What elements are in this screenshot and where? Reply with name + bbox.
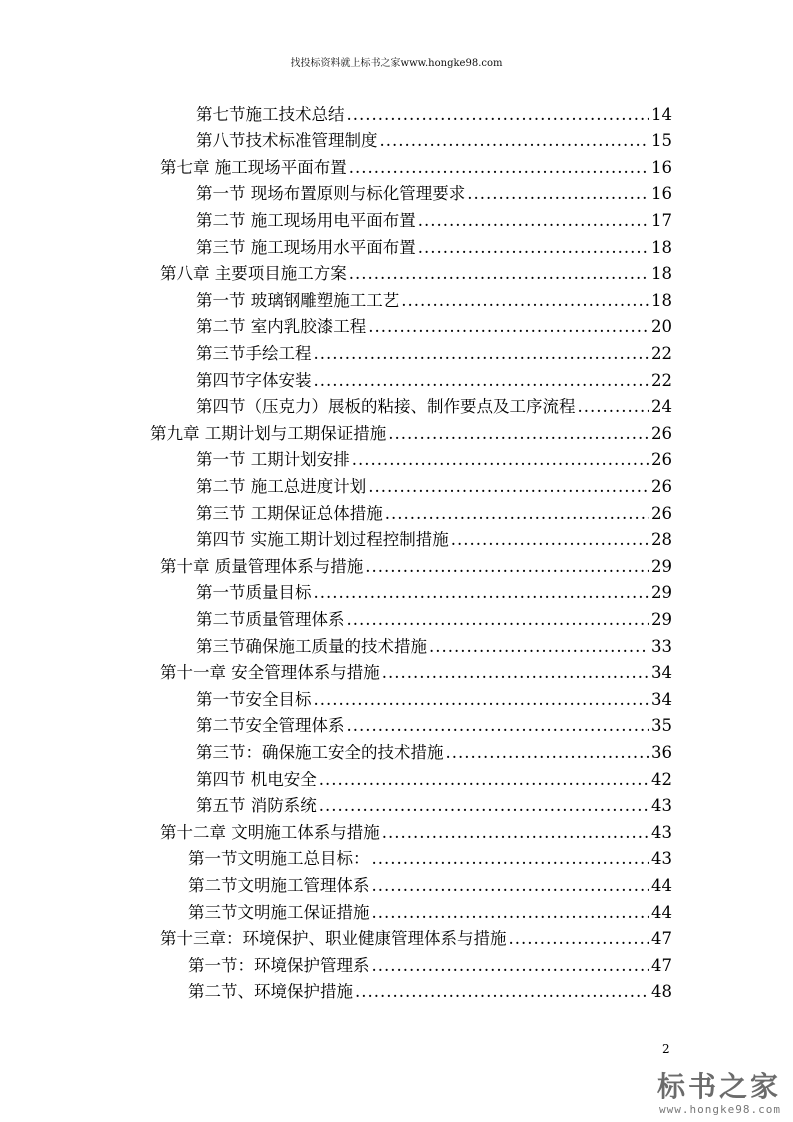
toc-entry[interactable] — [188, 896, 672, 923]
toc-entry-page: 43 — [651, 822, 672, 842]
toc-dot-leader — [372, 903, 650, 923]
toc-dot-leader — [509, 929, 650, 949]
toc-entry-title: 第四节 机电安全 — [196, 769, 317, 789]
toc-dot-leader — [578, 397, 650, 417]
toc-entry-title: 第五节 消防系统 — [196, 796, 317, 816]
toc-entry-title: 第一节 现场布置原则与标化管理要求 — [196, 184, 466, 204]
toc-dot-leader — [365, 557, 649, 577]
toc-entry-page: 43 — [651, 849, 672, 869]
toc-entry[interactable] — [196, 710, 672, 737]
toc-entry-page: 43 — [651, 796, 672, 816]
toc-entry[interactable] — [160, 816, 672, 843]
toc-dot-leader — [401, 291, 649, 311]
toc-entry-page: 16 — [651, 184, 672, 204]
toc-entry[interactable] — [196, 311, 672, 338]
toc-entry-title: 第一节质量目标 — [196, 583, 312, 603]
toc-entry-page: 26 — [651, 423, 672, 443]
toc-entry-title: 第三节 施工现场用水平面布置 — [196, 237, 416, 257]
toc-dot-leader — [418, 211, 649, 231]
toc-entry-title: 第三节文明施工保证措施 — [188, 902, 370, 922]
toc-dot-leader — [319, 770, 649, 790]
toc-entry-title: 第二节 施工现场用电平面布置 — [196, 210, 416, 230]
toc-entry[interactable] — [196, 284, 672, 311]
toc-entry-title: 第二节 施工总进度计划 — [196, 476, 367, 496]
toc-entry-page: 26 — [651, 476, 672, 496]
logo-text: 标书之家 — [656, 1070, 781, 1103]
toc-dot-leader — [314, 690, 650, 710]
toc-entry-page: 26 — [651, 503, 672, 523]
toc-dot-leader — [382, 663, 649, 683]
toc-dot-leader — [355, 982, 649, 1002]
toc-entry[interactable] — [188, 976, 672, 1003]
toc-entry-page: 33 — [651, 636, 672, 656]
toc-entry-title: 第七节施工技术总结 — [196, 104, 345, 124]
toc-entry-title: 第二节安全管理体系 — [196, 716, 345, 736]
toc-entry-page: 29 — [651, 609, 672, 629]
toc-entry-title: 第一节：环境保护管理系 — [188, 955, 370, 975]
toc-entry[interactable] — [196, 524, 672, 551]
toc-dot-leader — [429, 637, 649, 657]
toc-entry-page: 15 — [651, 131, 672, 151]
toc-entry[interactable] — [188, 949, 672, 976]
toc-entry[interactable] — [196, 470, 672, 497]
toc-dot-leader — [372, 956, 650, 976]
toc-entry-page: 22 — [651, 370, 672, 390]
toc-entry-page: 14 — [651, 104, 672, 124]
toc-entry-page: 18 — [651, 264, 672, 284]
toc-entry-page: 26 — [651, 450, 672, 470]
toc-entry-page: 47 — [651, 929, 672, 949]
toc-entry-title: 第三节确保施工质量的技术措施 — [196, 636, 427, 656]
toc-dot-leader — [314, 344, 650, 364]
toc-entry-title: 第八节技术标准管理制度 — [196, 131, 378, 151]
toc-entry-title: 第四节字体安装 — [196, 370, 312, 390]
toc-entry-title: 第九章 工期计划与工期保证措施 — [150, 423, 387, 443]
logo-url: www.hongke98.com — [659, 1103, 781, 1116]
toc-dot-leader — [385, 504, 649, 524]
toc-entry[interactable] — [196, 364, 672, 391]
toc-entry[interactable] — [196, 337, 672, 364]
toc-entry[interactable] — [196, 763, 672, 790]
toc-dot-leader — [347, 105, 650, 125]
toc-entry-page: 48 — [651, 982, 672, 1002]
toc-entry[interactable] — [196, 603, 672, 630]
toc-entry-page: 18 — [651, 237, 672, 257]
toc-entry-page: 35 — [651, 716, 672, 736]
toc-entry[interactable] — [196, 444, 672, 471]
toc-entry[interactable] — [196, 577, 672, 604]
toc-dot-leader — [349, 264, 649, 284]
toc-entry-page: 42 — [651, 769, 672, 789]
toc-dot-leader — [446, 743, 650, 763]
toc-entry[interactable] — [196, 391, 672, 418]
toc-entry[interactable] — [196, 790, 672, 817]
toc-entry-page: 44 — [651, 875, 672, 895]
toc-entry-title: 第七章 施工现场平面布置 — [160, 157, 347, 177]
toc-entry[interactable] — [160, 923, 672, 950]
toc-entry[interactable] — [196, 178, 672, 205]
toc-entry-page: 36 — [651, 742, 672, 762]
toc-entry[interactable] — [196, 98, 672, 125]
toc-dot-leader — [347, 716, 650, 736]
page-header: 找投标资料就上标书之家www.hongke98.com — [290, 58, 503, 69]
toc-entry-title: 第十三章：环境保护、职业健康管理体系与措施 — [160, 929, 507, 949]
toc-entry[interactable] — [160, 550, 672, 577]
toc-entry[interactable] — [196, 683, 672, 710]
toc-entry-title: 第一节文明施工总目标： — [188, 849, 370, 869]
toc-entry[interactable] — [196, 231, 672, 258]
toc-entry-title: 第二节文明施工管理体系 — [188, 875, 370, 895]
toc-dot-leader — [388, 424, 649, 444]
toc-entry[interactable] — [160, 258, 672, 285]
toc-entry-title: 第十章 质量管理体系与措施 — [160, 556, 364, 576]
toc-entry-title: 第二节 室内乳胶漆工程 — [196, 317, 367, 337]
toc-dot-leader — [418, 238, 649, 258]
toc-entry[interactable] — [196, 630, 672, 657]
toc-dot-leader — [319, 796, 649, 816]
toc-entry-page: 16 — [651, 157, 672, 177]
toc-entry[interactable] — [188, 843, 672, 870]
toc-entry-page: 44 — [651, 902, 672, 922]
toc-dot-leader — [347, 610, 650, 630]
toc-dot-leader — [382, 823, 649, 843]
toc-entry-title: 第二节质量管理体系 — [196, 609, 345, 629]
toc-entry-title: 第二节、环境保护措施 — [188, 982, 353, 1002]
toc-entry-page: 29 — [651, 583, 672, 603]
toc-entry[interactable] — [196, 204, 672, 231]
toc-entry-title: 第一节安全目标 — [196, 689, 312, 709]
toc-dot-leader — [451, 530, 649, 550]
toc-dot-leader — [368, 317, 649, 337]
toc-entry-title: 第十一章 安全管理体系与措施 — [160, 663, 380, 683]
toc-entry-page: 22 — [651, 343, 672, 363]
toc-entry-title: 第十二章 文明施工体系与措施 — [160, 822, 380, 842]
toc-entry-page: 20 — [651, 317, 672, 337]
toc-dot-leader — [368, 477, 649, 497]
toc-entry-title: 第一节 玻璃钢雕塑施工工艺 — [196, 290, 400, 310]
toc-entry-title: 第四节 实施工期计划过程控制措施 — [196, 530, 449, 550]
toc-entry-page: 29 — [651, 556, 672, 576]
toc-entry[interactable] — [196, 497, 672, 524]
toc-entry-title: 第三节 工期保证总体措施 — [196, 503, 383, 523]
toc-entry[interactable] — [196, 125, 672, 152]
toc-entry-page: 17 — [651, 210, 672, 230]
toc-entry-title: 第三节手绘工程 — [196, 343, 312, 363]
toc-entry-page: 28 — [651, 530, 672, 550]
toc-entry-title: 第一节 工期计划安排 — [196, 450, 350, 470]
toc-dot-leader — [372, 849, 650, 869]
toc-entry[interactable] — [160, 151, 672, 178]
toc-entry[interactable] — [150, 417, 672, 444]
page-number: 2 — [662, 1042, 670, 1056]
toc-dot-leader — [467, 184, 649, 204]
toc-entry-page: 18 — [651, 290, 672, 310]
toc-dot-leader — [352, 450, 649, 470]
toc-dot-leader — [372, 876, 650, 896]
toc-entry-page: 47 — [651, 955, 672, 975]
toc-entry[interactable] — [160, 657, 672, 684]
toc-entry-title: 第八章 主要项目施工方案 — [160, 264, 347, 284]
toc-entry-title: 第四节（压克力）展板的粘接、制作要点及工序流程 — [196, 397, 576, 417]
toc-entry-page: 34 — [651, 663, 672, 683]
toc-dot-leader — [314, 583, 650, 603]
watermark-logo — [641, 1071, 781, 1116]
toc-entry-page: 34 — [651, 689, 672, 709]
toc-entry[interactable] — [188, 869, 672, 896]
toc-entry[interactable] — [196, 736, 672, 763]
toc-entry-page: 24 — [651, 397, 672, 417]
toc-dot-leader — [349, 158, 649, 178]
toc-dot-leader — [314, 371, 650, 391]
toc-entry-title: 第三节：确保施工安全的技术措施 — [196, 742, 444, 762]
toc-dot-leader — [380, 131, 650, 151]
